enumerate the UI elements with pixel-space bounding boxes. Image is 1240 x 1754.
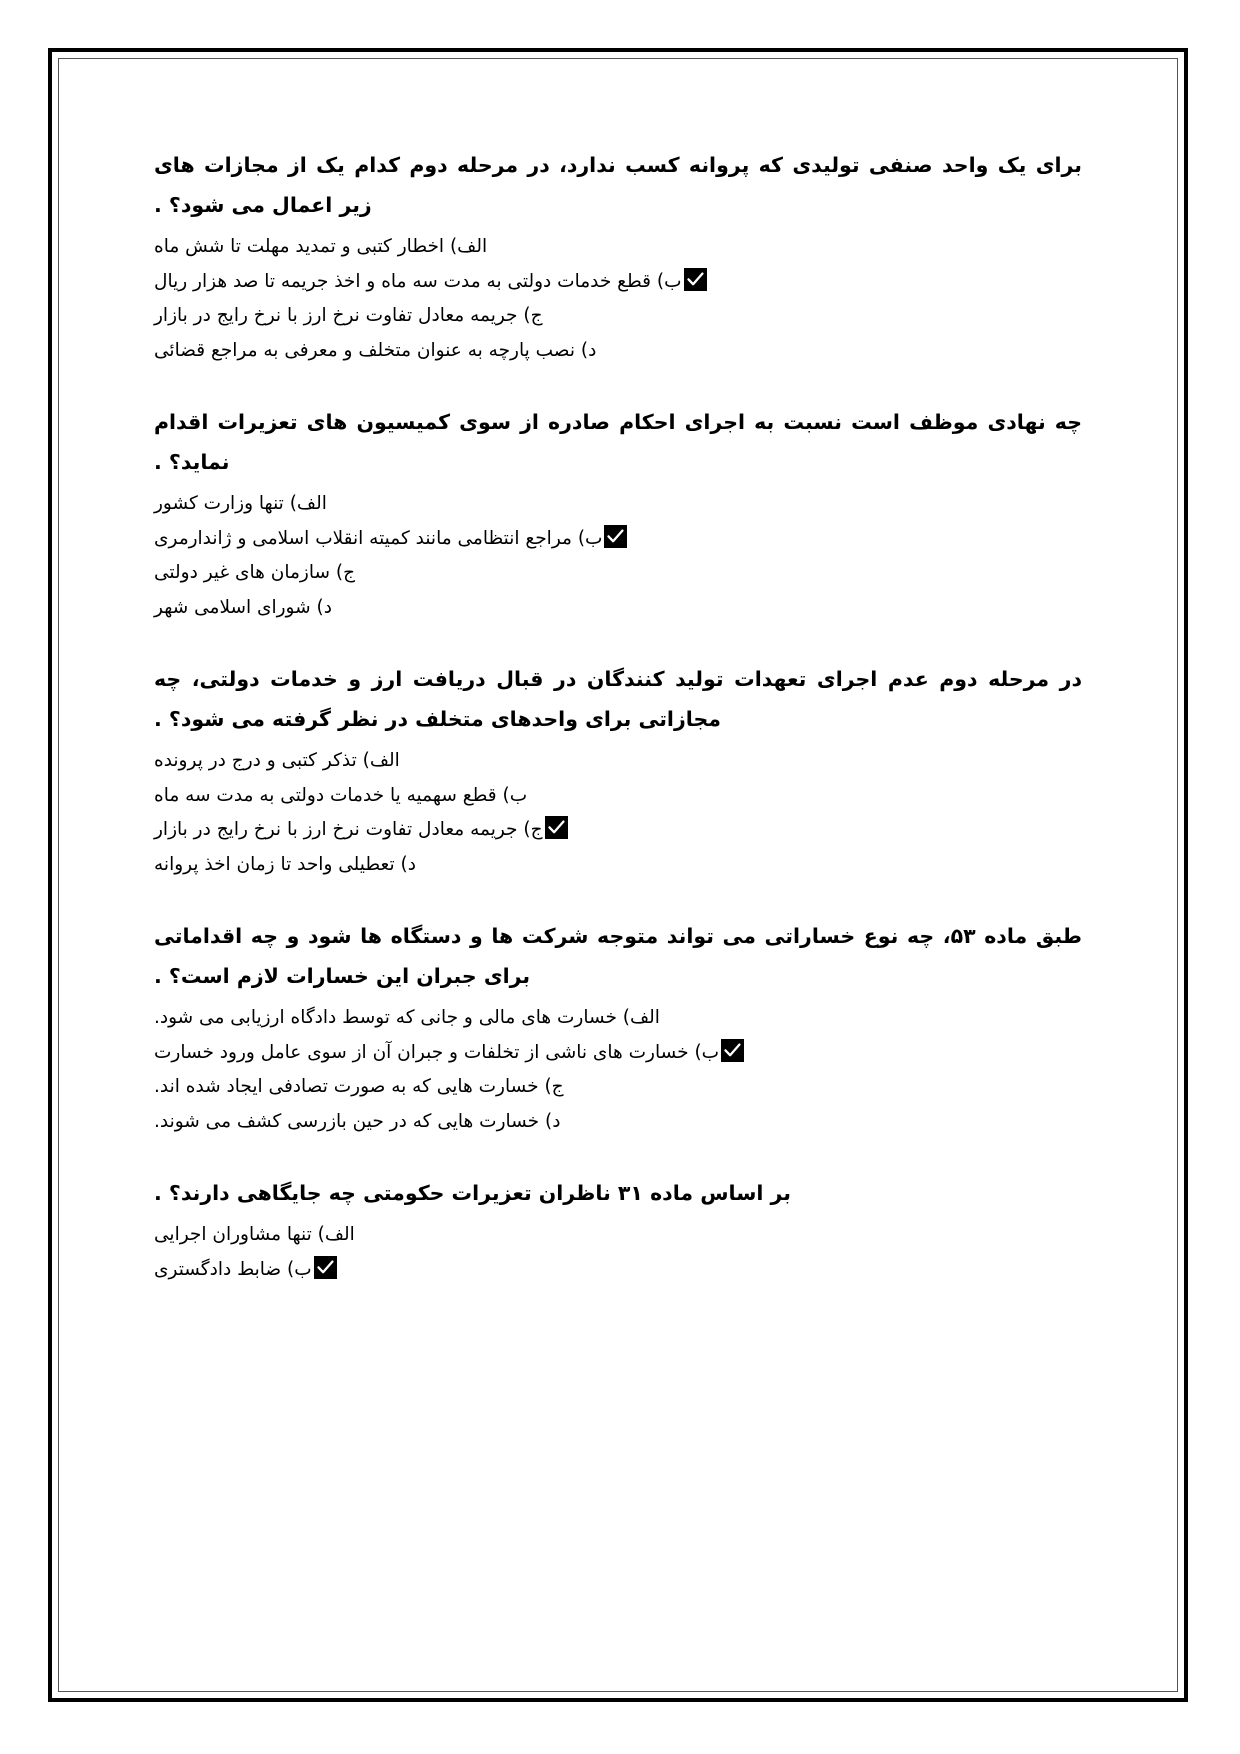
questions-container: [154, 146, 1082, 1288]
option-item[interactable]: [154, 1036, 1082, 1071]
option-item[interactable]: [154, 591, 1082, 626]
option-label: الف) تنها وزارت کشور: [154, 492, 327, 514]
option-label: ج) جریمه معادل تفاوت نرخ ارز با نرخ رایج در بازار: [154, 305, 543, 327]
option-list: [154, 744, 1082, 883]
option-label: ب) مراجع انتظامی مانند کمیته انقلاب اسلامی و ژاندارمری: [154, 527, 603, 549]
question-text: در مرحله دوم عدم اجرای تعهدات تولید کنندگان در قبال دریافت ارز و خدمات دولتی، چه مجازاتی برای واحدهای متخلف در نظر گرفته می شود؟ .: [154, 667, 1082, 731]
option-list: [154, 1218, 1082, 1288]
option-item[interactable]: [154, 1218, 1082, 1253]
option-item[interactable]: [154, 556, 1082, 591]
option-label: ب) خسارت های ناشی از تخلفات و جبران آن از سوی عامل ورود خسارت: [154, 1041, 720, 1063]
question-block: [154, 1174, 1082, 1288]
option-label: الف) خسارت های مالی و جانی که توسط دادگاه ارزیابی می شود.: [154, 1006, 660, 1028]
option-item[interactable]: [154, 487, 1082, 522]
option-label: الف) اخطار کتبی و تمدید مهلت تا شش ماه: [154, 235, 488, 257]
option-label: الف) تذکر کتبی و درج در پرونده: [154, 749, 400, 771]
option-label: ج) جریمه معادل تفاوت نرخ ارز با نرخ رایج در بازار: [154, 819, 543, 841]
option-item[interactable]: [154, 1001, 1082, 1036]
question-text: طبق ماده ۵۳، چه نوع خساراتی می تواند متوجه شرکت ها و دستگاه ها شود و چه اقداماتی برای جبران این خسارات لازم است؟ .: [154, 924, 1082, 988]
check-mark-icon[interactable]: [684, 268, 707, 291]
option-label: د) خسارت هایی که در حین بازرسی کشف می شوند.: [154, 1111, 561, 1133]
option-list: [154, 487, 1082, 626]
option-item[interactable]: [154, 1253, 1082, 1288]
option-item[interactable]: [154, 813, 1082, 848]
option-item[interactable]: [154, 1070, 1082, 1105]
check-mark-icon[interactable]: [314, 1256, 337, 1279]
option-label: ب) ضابط دادگستری: [154, 1258, 312, 1280]
option-item[interactable]: [154, 744, 1082, 779]
option-list: [154, 230, 1082, 369]
option-item[interactable]: [154, 265, 1082, 300]
option-label: ج) سازمان های غیر دولتی: [154, 562, 356, 584]
option-label: ج) خسارت هایی که به صورت تصادفی ایجاد شده اند.: [154, 1076, 564, 1098]
option-item[interactable]: [154, 299, 1082, 334]
question-block: [154, 917, 1082, 1140]
option-item[interactable]: [154, 334, 1082, 369]
check-mark-icon[interactable]: [545, 816, 568, 839]
question-text: بر اساس ماده ۳۱ ناظران تعزیرات حکومتی چه جایگاهی دارند؟ .: [154, 1181, 791, 1205]
option-label: د) شورای اسلامی شهر: [154, 597, 332, 619]
option-label: الف) تنها مشاوران اجرایی: [154, 1223, 355, 1245]
option-label: د) تعطیلی واحد تا زمان اخذ پروانه: [154, 854, 416, 876]
option-item[interactable]: [154, 1105, 1082, 1140]
exam-sheet: [62, 62, 1174, 1688]
question-text: چه نهادی موظف است نسبت به اجرای احکام صادره از سوی کمیسیون های تعزیرات اقدام نماید؟ .: [154, 410, 1082, 474]
question-block: [154, 660, 1082, 883]
question-block: [154, 146, 1082, 369]
option-label: د) نصب پارچه به عنوان متخلف و معرفی به مراجع قضائی: [154, 340, 597, 362]
option-label: ب) قطع سهمیه یا خدمات دولتی به مدت سه ماه: [154, 784, 528, 806]
option-list: [154, 1001, 1082, 1140]
check-mark-icon[interactable]: [721, 1039, 744, 1062]
option-item[interactable]: [154, 779, 1082, 814]
option-label: ب) قطع خدمات دولتی به مدت سه ماه و اخذ جریمه تا صد هزار ریال: [154, 270, 682, 292]
option-item[interactable]: [154, 848, 1082, 883]
check-mark-icon[interactable]: [604, 525, 627, 548]
option-item[interactable]: [154, 230, 1082, 265]
question-block: [154, 403, 1082, 626]
question-text: برای یک واحد صنفی تولیدی که پروانه کسب ندارد، در مرحله دوم کدام یک از مجازات های زیر اعمال می شود؟ .: [154, 153, 1082, 217]
option-item[interactable]: [154, 522, 1082, 557]
